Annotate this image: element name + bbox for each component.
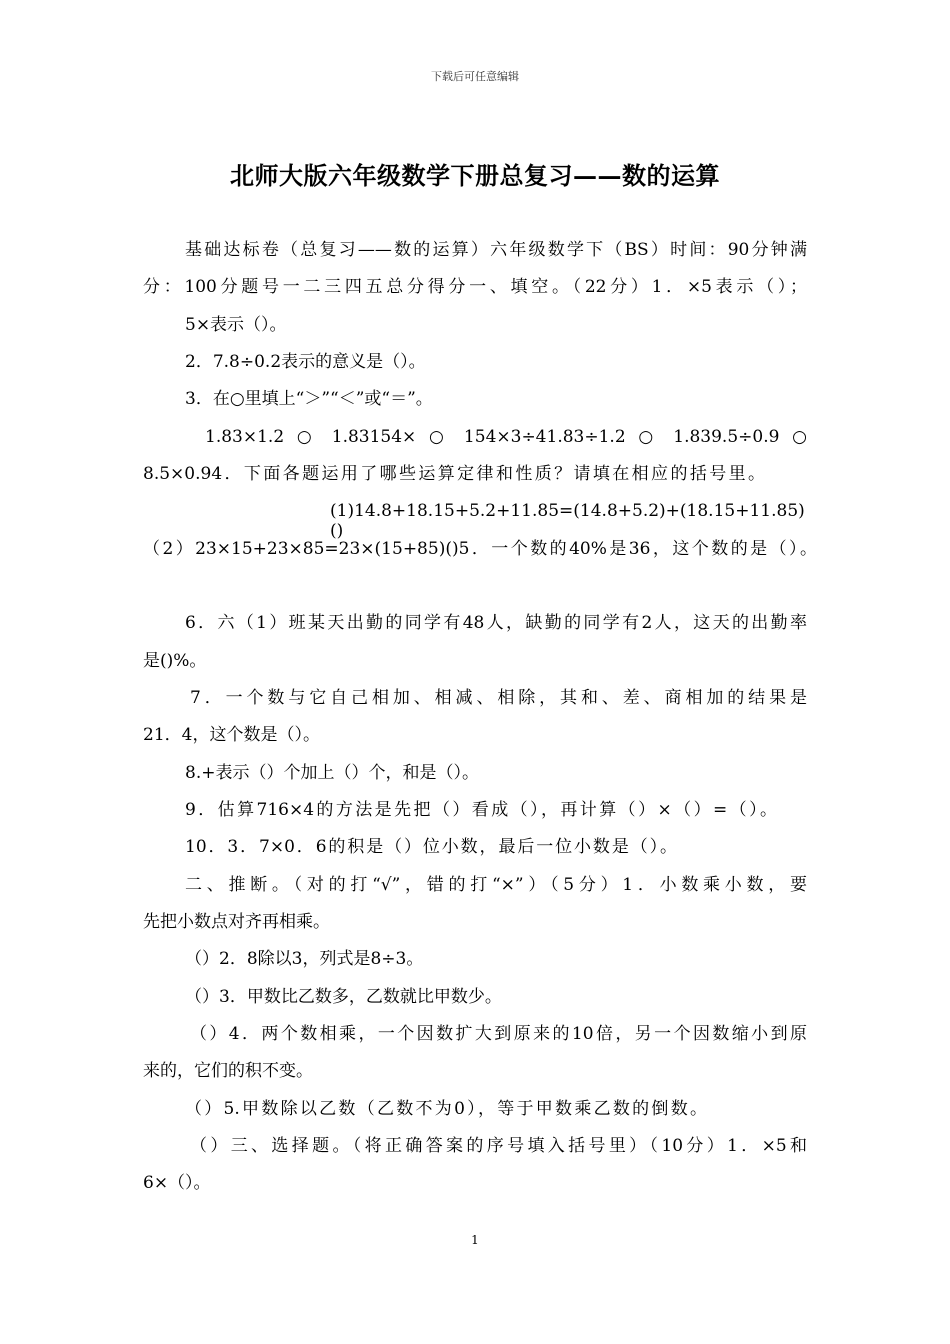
text-line: （）3．甲数比乙数多，乙数就比甲数少。 (185, 987, 502, 1007)
text-line: 8.+表示（）个加上（）个，和是（）。 (185, 763, 479, 783)
text-line: 是()%。 (143, 651, 207, 671)
text-line: 6．六（1）班某天出勤的同学有48人，缺勤的同学有2人，这天的出勤率 (185, 613, 807, 633)
text-line: 10．3．7×0．6的积是（）位小数，最后一位小数是（）。 (185, 837, 677, 857)
text-line: 21．4，这个数是（）。 (143, 725, 320, 745)
text-line: （）三、选择题。（将正确答案的序号填入括号里）（10分）1．×5和 (190, 1136, 807, 1156)
text-line: 二、推断。（对的打“√”，错的打“×”）（5分）1．小数乘小数，要 (185, 875, 807, 895)
text-line: 1.83×1.2 ○ 1.83154× ○ 154×3÷41.83÷1.2 ○ 1.839.5÷0.9 ○ (205, 427, 807, 447)
text-line: 2．7.8÷0.2表示的意义是（）。 (185, 352, 426, 372)
text-line: （）5.甲数除以乙数（乙数不为0），等于甲数乘乙数的倒数。 (185, 1099, 707, 1119)
text-line: 7．一个数与它自己相加、相减、相除，其和、差、商相加的结果是 (190, 688, 807, 708)
text-line: 9．估算716×4的方法是先把（）看成（），再计算（）×（）=（）。 (185, 800, 777, 820)
text-line: （）4．两个数相乘，一个因数扩大到原来的10倍，另一个因数缩小到原 (190, 1024, 807, 1044)
page-header-note: 下载后可任意编辑 (431, 70, 519, 83)
text-line: 6×（）。 (143, 1173, 211, 1193)
text-line: 分：100分题号一二三四五总分得分一、填空。（22分）1．×5表示（）； (143, 277, 807, 297)
text-line: （2）23×15+23×85=23×(15+85)()5．一个数的40%是36，这个数的是（）。 (143, 539, 817, 559)
text-line: 3．在○里填上“＞”“＜”或“＝”。 (185, 389, 433, 409)
text-line: （）2．8除以3，列式是8÷3。 (185, 949, 424, 969)
page-number: 1 (471, 1233, 479, 1247)
text-line: 基础达标卷（总复习——数的运算）六年级数学下（BS）时间：90分钟满 (185, 240, 807, 260)
text-line: 8.5×0.94．下面各题运用了哪些运算定律和性质？请填在相应的括号里。 (143, 464, 765, 484)
text-line: 先把小数点对齐再相乘。 (143, 912, 330, 932)
document-title: 北师大版六年级数学下册总复习——数的运算 (230, 161, 720, 190)
text-line: 来的，它们的积不变。 (143, 1061, 313, 1081)
text-line: (1)14.8+18.15+5.2+11.85=(14.8+5.2)+(18.15+11.85)() (330, 501, 805, 541)
text-line: 5×表示（）。 (185, 315, 287, 335)
